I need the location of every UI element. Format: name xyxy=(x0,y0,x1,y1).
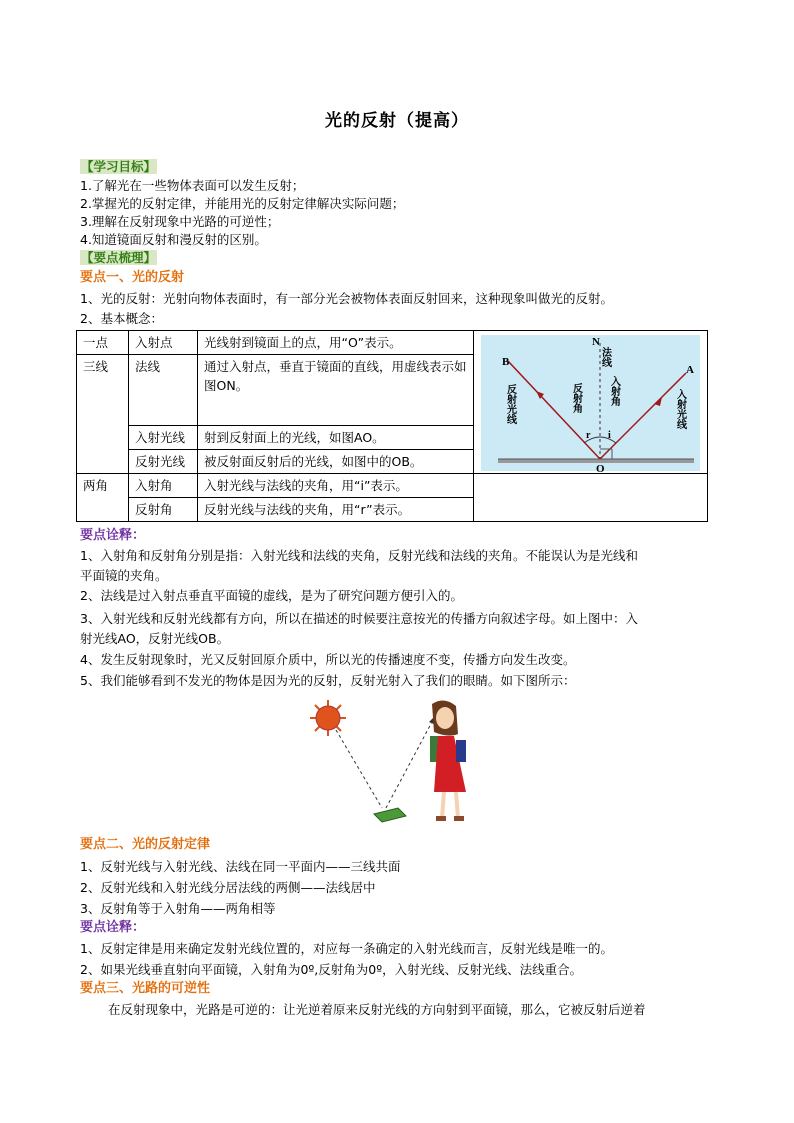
note-line: 1、反射定律是用来确定发射光线位置的，对应每一条确定的入射光线而言，反射光线是唯一的。 xyxy=(80,941,613,956)
points-heading xyxy=(80,249,157,267)
section-heading-1: 要点一、光的反射 xyxy=(80,270,185,285)
table-cell: 入射角 xyxy=(129,474,198,498)
label-reflected-angle: 反射角 xyxy=(570,383,582,413)
label-O: O xyxy=(596,463,605,473)
label-reflected-ray: 反射光线 xyxy=(504,384,516,424)
label-B: B xyxy=(502,356,510,368)
empty-cell xyxy=(474,474,708,522)
sun-icon xyxy=(310,700,346,736)
table-cell: 一点 xyxy=(77,331,129,355)
note-line: 2、如果光线垂直射向平面镜，入射角为0º,反射角为0º，入射光线、反射光线、法线重合。 xyxy=(80,962,583,977)
table-cell: 通过入射点，垂直于镜面的直线，用虚线表示如图ON。 xyxy=(198,355,474,426)
label-i: i xyxy=(608,430,611,441)
note-line: 2、法线是过入射点垂直平面镜的虚线，是为了研究问题方便引入的。 xyxy=(80,588,463,603)
incident-light-path xyxy=(336,730,382,808)
note-line: 平面镜的夹角。 xyxy=(80,568,168,583)
note-line: 1、入射角和反射角分别是指：入射光线和法线的夹角，反射光线和法线的夹角。不能误认为是光线和 xyxy=(80,548,638,563)
table-cell: 被反射面反射后的光线，如图中的OB。 xyxy=(198,450,474,474)
note-line: 4、发生反射现象时，光又反射回原介质中，所以光的传播速度不变，传播方向发生改变。 xyxy=(80,652,576,667)
goals-heading xyxy=(80,158,157,176)
table-cell: 入射光线 xyxy=(129,426,198,450)
label-A: A xyxy=(686,364,694,376)
goal-item: 1.了解光在一些物体表面可以发生反射； xyxy=(80,178,305,193)
table-cell: 反射光线与法线的夹角，用“r”表示。 xyxy=(198,498,474,522)
girl-icon xyxy=(430,700,466,821)
note-line: 射光线AO，反射光线OB。 xyxy=(80,631,230,646)
label-normal: 法线 xyxy=(599,347,611,367)
sun-girl-illustration xyxy=(308,696,488,832)
table-cell: 入射点 xyxy=(129,331,198,355)
paragraph: 2、基本概念： xyxy=(80,311,163,326)
reflection-diagram-cell xyxy=(474,331,708,474)
goal-item: 2.掌握光的反射定律，并能用光的反射定律解决实际问题； xyxy=(80,196,405,211)
table-cell: 法线 xyxy=(129,355,198,426)
table-cell: 入射光线与法线的夹角，用“i”表示。 xyxy=(198,474,474,498)
table-cell: 射到反射面上的光线，如图AO。 xyxy=(198,426,474,450)
label-N: N xyxy=(592,336,600,348)
section-heading-3: 要点三、光路的可逆性 xyxy=(80,981,211,996)
label-incident-ray: 入射光线 xyxy=(674,389,686,429)
paragraph: 在反射现象中，光路是可逆的：让光逆着原来反射光线的方向射到平面镜，那么，它被反射后逆着 xyxy=(108,1002,646,1017)
table-cell: 两角 xyxy=(77,474,129,522)
reflected-light-path xyxy=(386,720,433,808)
note-line: 5、我们能够看到不发光的物体是因为光的反射，反射光射入了我们的眼睛。如下图所示： xyxy=(80,673,576,688)
note-line: 3、入射光线和反射光线都有方向，所以在描述的时候要注意按光的传播方向叙述字母。如上图中：入 xyxy=(80,611,638,626)
table-row xyxy=(77,331,708,355)
table-cell: 反射光线 xyxy=(129,450,198,474)
points-heading-label: 【要点梳理】 xyxy=(81,250,157,265)
paragraph: 1、光的反射：光射向物体表面时，有一部分光会被物体表面反射回来，这种现象叫做光的反射。 xyxy=(80,291,613,306)
table-cell: 光线射到镜面上的点，用“O”表示。 xyxy=(198,331,474,355)
page-title: 光的反射（提高） xyxy=(325,111,469,131)
goal-item: 4.知道镜面反射和漫反射的区别。 xyxy=(80,232,267,247)
reflection-diagram xyxy=(474,331,707,473)
section-heading-2: 要点二、光的反射定律 xyxy=(80,837,211,852)
table-cell: 三线 xyxy=(77,355,129,474)
goal-item: 3.理解在反射现象中光路的可逆性； xyxy=(80,214,280,229)
label-incident-angle: 入射角 xyxy=(608,376,620,406)
note-heading-1: 要点诠释： xyxy=(80,528,146,543)
law-line: 3、反射角等于入射角——两角相等 xyxy=(80,901,276,916)
book-icon xyxy=(374,808,406,822)
label-r: r xyxy=(586,430,591,441)
goals-heading-label: 【学习目标】 xyxy=(81,159,157,174)
law-line: 2、反射光线和入射光线分居法线的两侧——法线居中 xyxy=(80,880,376,895)
table-row xyxy=(77,474,708,498)
concept-table xyxy=(76,330,708,522)
law-line: 1、反射光线与入射光线、法线在同一平面内——三线共面 xyxy=(80,859,401,874)
note-heading-2: 要点诠释： xyxy=(80,920,146,935)
table-cell: 反射角 xyxy=(129,498,198,522)
